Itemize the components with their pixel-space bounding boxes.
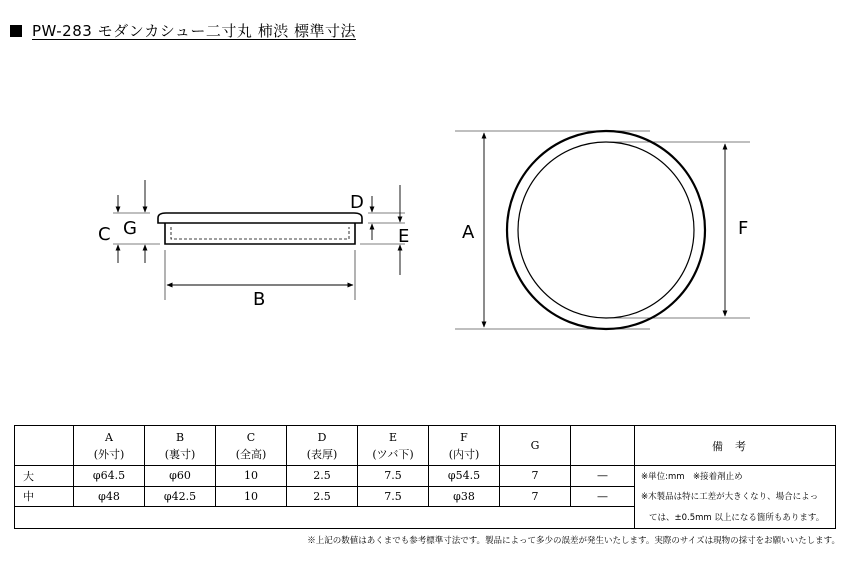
dim-label-c: C: [98, 224, 111, 245]
cell-medium-d: 2.5: [287, 486, 358, 506]
title-text: PW-283 モダンカシュー二寸丸 柿渋 標準寸法: [32, 22, 356, 40]
col-header-c: C (全高): [216, 426, 287, 466]
dim-label-a: A: [462, 222, 475, 243]
dim-label-e: E: [398, 226, 410, 247]
cell-large-g: 7: [500, 466, 571, 486]
empty-row-cell: [15, 506, 635, 528]
table-row: [15, 466, 836, 486]
outer-ring: [507, 131, 705, 329]
top-view: [455, 131, 750, 329]
cell-medium-b: φ42.5: [145, 486, 216, 506]
cell-large-e: 7.5: [358, 466, 429, 486]
inner-ring: [518, 142, 694, 318]
dim-label-d: D: [350, 192, 364, 213]
cell-large-a: φ64.5: [74, 466, 145, 486]
cell-large-b: φ60: [145, 466, 216, 486]
table-row-empty: [15, 506, 836, 528]
cell-medium-g: 7: [500, 486, 571, 506]
flange-outline: [158, 213, 362, 223]
col-header-f: F (内寸): [429, 426, 500, 466]
table-row: [15, 486, 836, 506]
col-header-b: B (裏寸): [145, 426, 216, 466]
cell-large-extra: —: [571, 466, 635, 486]
cell-medium-c: 10: [216, 486, 287, 506]
cell-medium-f: φ38: [429, 486, 500, 506]
row-label-medium: 中: [15, 486, 74, 506]
remarks-header: 備考: [635, 426, 836, 466]
row-label-large: 大: [15, 466, 74, 486]
cell-large-c: 10: [216, 466, 287, 486]
table-header-row: [15, 426, 836, 466]
col-header-blank: [571, 426, 635, 466]
corner-cell: [15, 426, 74, 466]
inner-dashed-line: [171, 227, 349, 239]
dim-label-b: B: [253, 289, 266, 310]
dimension-table: [14, 425, 836, 529]
col-header-a: A (外寸): [74, 426, 145, 466]
note-line-2: ※木製品は特に工差が大きくなり、場合によっ: [635, 486, 836, 506]
col-header-d: D (表厚): [287, 426, 358, 466]
cell-large-f: φ54.5: [429, 466, 500, 486]
cell-medium-extra: —: [571, 486, 635, 506]
col-header-e: E (ツバ下): [358, 426, 429, 466]
cell-medium-a: φ48: [74, 486, 145, 506]
cell-medium-e: 7.5: [358, 486, 429, 506]
body-outline: [165, 223, 355, 244]
cell-large-d: 2.5: [287, 466, 358, 486]
footnote: ※上記の数値はあくまでも参考標準寸法です。製品によって多少の誤差が発生いたします。実際のサイズは現物の採寸をお願いいたします。: [307, 536, 840, 546]
note-line-1: ※単位:mm ※接着剤止め: [635, 466, 836, 486]
dim-label-f: F: [738, 218, 749, 239]
note-line-3: ては、±0.5mm 以上になる箇所もあります。: [635, 506, 836, 528]
col-header-g: G: [500, 426, 571, 466]
dim-label-g: G: [123, 218, 137, 239]
